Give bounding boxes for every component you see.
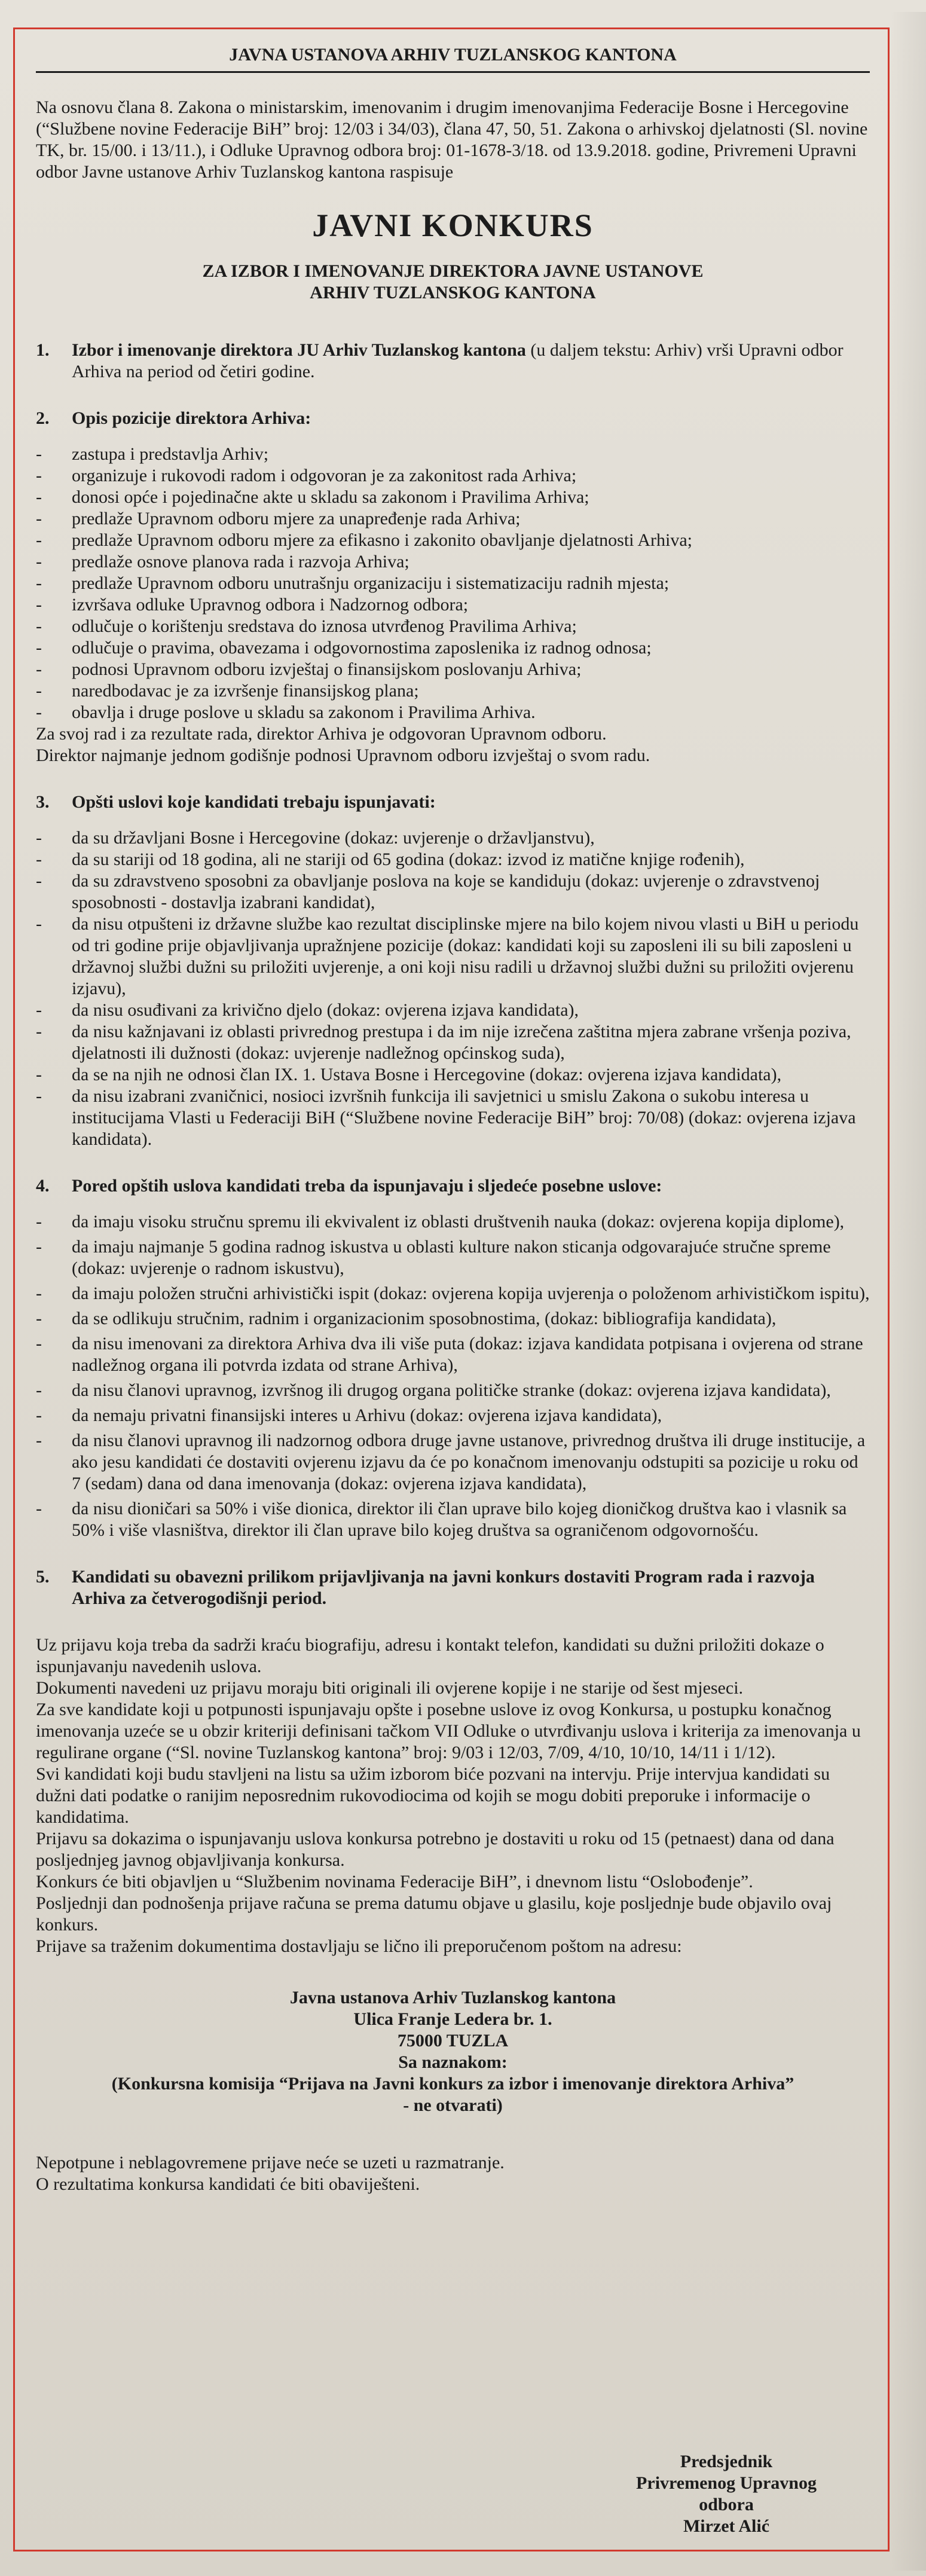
list-item: - da imaju visoku stručnu spremu ili ekvivalent iz oblasti društvenih nauka (dokaz: ovjerena kopija diplome),	[36, 1211, 870, 1233]
list-item: - da nisu kažnjavani iz oblasti privrednog prestupa i da im nije izrečena zaštitna mjera zabrane vršenja poziva, djelatnosti ili dužnosti (dokaz: uvjerenje nadležnog općinskog suda),	[36, 1021, 870, 1064]
section-number: 2.	[36, 408, 50, 428]
list-item: - da nisu članovi upravnog ili nadzornog odbora druge javne ustanove, privrednog društva ili druge institucije, a ako jesu kandidati će dostaviti ovjerenu izjavu da će po konačnom imenovanju odstupiti sa pozicije u roku od 7 (sedam) dana od dana imenovanja (dokaz: ovjerena izjava kandidata),	[36, 1430, 870, 1495]
duties-list	[36, 444, 870, 723]
address-line: Sa naznakom:	[398, 2052, 508, 2072]
intro-paragraph: Na osnovu člana 8. Zakona o ministarskim, imenovanim i drugim imenovanjima Federacije Bosne i Hercegovine (“Službene novine Federacije BiH” broj: 12/03 i 34/03), člana 47, 50, 51. Zakona o arhivskoj djelatnosti (Sl. novine TK, br. 15/00. i 13/11.), i Odluke Upravnog odbora broj: 01-1678-3/18. od 13.9.2018. godine, Privremeni Upravni odbor Javne ustanove Arhiv Tuzlanskog kantona raspisuje	[36, 97, 868, 182]
address-line: - ne otvarati)	[403, 2095, 503, 2115]
announcement-subtitle	[36, 261, 870, 304]
section-number: 3.	[36, 792, 50, 812]
section-4	[36, 1175, 870, 1541]
closing-note: Nepotpune i neblagovremene prijave neće se uzeti u razmatranje.	[36, 2153, 505, 2172]
address-line: Ulica Franje Ledera br. 1.	[353, 2009, 552, 2029]
list-item: - zastupa i predstavlja Arhiv;	[36, 444, 870, 465]
section-number: 1.	[36, 340, 50, 360]
section-5	[36, 1566, 870, 1609]
instruction-paragraph: Svi kandidati koji budu stavljeni na listu sa užim izborom biće pozvani na intervju. Prije intervjua kandidati su dužni dati podatke o ranijim neposrednim rukovodiocima od kojih se mogu dobiti preporuke i informacije o kandidatima.	[36, 1764, 830, 1827]
list-item: - predlaže Upravnom odboru mjere za unapređenje rada Arhiva;	[36, 508, 870, 530]
instruction-paragraph: Za sve kandidate koji u potpunosti ispunjavaju opšte i posebne uslove iz ovog Konkursa, u postupku konačnog imenovanja uzeće se u obzir kriteriji definisani tačkom VII Odluke o utvrđivanju uslova i kriterija za imenovanja u regulirane organe (“Sl. novine Tuzlanskog kantona” broj: 9/03 i 12/03, 7/09, 4/10, 10/10, 14/11 i 1/12).	[36, 1700, 861, 1762]
list-item: - da nisu otpušteni iz državne službe kao rezultat disciplinske mjere na bilo kojem nivou vlasti u BiH u periodu od tri godine prije objavljivanja upražnjene pozicije (dokaz: kandidati koji su zaposleni ili su bili zaposleni u državnoj službi dužni su priložiti uvjerenje, a oni koji nisu radili u državnoj službi dužni su priložiti ovjerenu izjavu),	[36, 913, 870, 1000]
signature-name: Mirzet Alić	[683, 2516, 770, 2536]
list-item: - da su državljani Bosne i Hercegovine (dokaz: uvjerenje o državljanstvu),	[36, 827, 870, 849]
list-item: - da imaju položen stručni arhivistički ispit (dokaz: ovjerena kopija uvjerenja o položenom arhivističkom ispitu),	[36, 1283, 870, 1304]
list-item: - da su zdravstveno sposobni za obavljanje poslova na koje se kandiduju (dokaz: uvjerenje o zdravstvenoj sposobnosti - dostavlja izabrani kandidat),	[36, 870, 870, 913]
mailing-address	[36, 1987, 870, 2116]
subtitle-line: ZA IZBOR I IMENOVANJE DIREKTORA JAVNE USTANOVE	[202, 261, 704, 281]
signature-block	[613, 2451, 840, 2537]
list-item: - da nemaju privatni finansijski interes u Arhivu (dokaz: ovjerena izjava kandidata),	[36, 1405, 870, 1426]
section-heading: Pored opštih uslova kandidati treba da ispunjavaju i sljedeće posebne uslove:	[72, 1176, 662, 1196]
special-conditions-list	[36, 1211, 870, 1541]
instruction-paragraph: Prijavu sa dokazima o ispunjavanju uslova konkursa potrebno je dostaviti u roku od 15 (petnaest) dana od dana posljednjeg javnog objavljivanja konkursa.	[36, 1829, 835, 1870]
section-note: Za svoj rad i za rezultate rada, direktor Arhiva je odgovoran Upravnom odboru.	[36, 724, 607, 744]
address-line: (Konkursna komisija “Prijava na Javni konkurs za izbor i imenovanje direktora Arhiva”	[111, 2074, 794, 2094]
list-item: - predlaže Upravnom odboru unutrašnju organizaciju i sistematizaciju radnih mjesta;	[36, 573, 870, 594]
closing-note: O rezultatima konkursa kandidati će biti obaviješteni.	[36, 2174, 420, 2194]
list-item: - izvršava odluke Upravnog odbora i Nadzornog odbora;	[36, 594, 870, 616]
list-item: - da nisu članovi upravnog, izvršnog ili drugog organa političke stranke (dokaz: ovjerena izjava kandidata),	[36, 1380, 870, 1401]
list-item: - predlaže Upravnom odboru mjere za efikasno i zakonito obavljanje djelatnosti Arhiva;	[36, 530, 870, 551]
section-heading: Opis pozicije direktora Arhiva:	[72, 408, 311, 428]
section-note: Direktor najmanje jednom godišnje podnosi Upravnom odboru izvještaj o svom radu.	[36, 745, 650, 765]
list-item: - da nisu imenovani za direktora Arhiva dva ili više puta (dokaz: izjava kandidata potpisana i ovjerena od strane nadležnog organa ili potvrda izdata od strane Arhiva),	[36, 1333, 870, 1376]
list-item: - podnosi Upravnom odboru izvještaj o finansijskom poslovanju Arhiva;	[36, 659, 870, 680]
list-item: - organizuje i rukovodi radom i odgovoran je za zakonitost rada Arhiva;	[36, 465, 870, 487]
signature-title: Predsjednik	[680, 2452, 773, 2471]
section-heading: Opšti uslovi koje kandidati trebaju ispunjavati:	[72, 792, 436, 812]
signature-body: Privremenog Upravnog odbora	[636, 2473, 817, 2514]
section-text	[72, 340, 870, 383]
list-item: - donosi opće i pojedinačne akte u skladu sa zakonom i Pravilima Arhiva;	[36, 487, 870, 508]
section-1	[36, 340, 870, 383]
list-item: - da nisu izabrani zvaničnici, nosioci izvršnih funkcija ili savjetnici u smislu Zakona o sukobu interesa u institucijama Vlasti u Federaciji BiH (“Službene novine Federacije BiH” broj: 70/08) (dokaz: ovjerena izjava kandidata).	[36, 1086, 870, 1150]
list-item: - da imaju najmanje 5 godina radnog iskustva u oblasti kulture nakon sticanja odgovarajuće stručne spreme (dokaz: uvjerenje o radnom iskustvu),	[36, 1236, 870, 1279]
announcement-title: JAVNI KONKURS	[312, 207, 594, 243]
ad-content	[36, 45, 870, 2195]
subtitle-line: ARHIV TUZLANSKOG KANTONA	[310, 283, 596, 302]
section-number: 5.	[36, 1567, 50, 1587]
list-item: - obavlja i druge poslove u skladu sa zakonom i Pravilima Arhiva.	[36, 702, 870, 723]
list-item: - da su stariji od 18 godina, ali ne stariji od 65 godina (dokaz: izvod iz matične knjige rođenih),	[36, 849, 870, 870]
instruction-paragraph: Uz prijavu koja treba da sadrži kraću biografiju, adresu i kontakt telefon, kandidati su dužni priložiti dokaze o ispunjavanju navedenih uslova.	[36, 1635, 824, 1676]
address-line: 75000 TUZLA	[397, 2031, 509, 2051]
address-line: Javna ustanova Arhiv Tuzlanskog kantona	[289, 1988, 616, 2007]
instruction-paragraph: Dokumenti navedeni uz prijavu moraju biti originali ili ovjerene kopije i ne starije od šest mjeseci.	[36, 1678, 744, 1698]
section-body: (u daljem tekstu: Arhiv) vrši Upravni odbor Arhiva na period od četiri godine.	[72, 340, 844, 381]
institution-header: JAVNA USTANOVA ARHIV TUZLANSKOG KANTONA	[36, 45, 870, 73]
list-item: - naredbodavac je za izvršenje finansijskog plana;	[36, 680, 870, 702]
section-heading: Kandidati su obavezni prilikom prijavljivanja na javni konkurs dostaviti Program rada i razvoja Arhiva za četverogodišnji period.	[72, 1567, 815, 1608]
general-conditions-list	[36, 827, 870, 1150]
instruction-paragraph: Konkurs će biti objavljen u “Službenim novinama Federacije BiH”, i dnevnom listu “Oslobođenje”.	[36, 1872, 753, 1891]
list-item: - odlučuje o korištenju sredstava do iznosa utvrđenog Pravilima Arhiva;	[36, 616, 870, 637]
list-item: - da nisu osuđivani za krivično djelo (dokaz: ovjerena izjava kandidata),	[36, 1000, 870, 1021]
page-edge-shadow	[890, 12, 926, 2571]
instruction-paragraph: Prijave sa traženim dokumentima dostavljaju se lično ili preporučenom poštom na adresu:	[36, 1936, 682, 1956]
section-2	[36, 408, 870, 766]
list-item: - predlaže osnove planova rada i razvoja Arhiva;	[36, 551, 870, 573]
list-item: - da se odlikuju stručnim, radnim i organizacionim sposobnostima, (dokaz: bibliografija kandidata),	[36, 1308, 870, 1330]
list-item: - odlučuje o pravima, obavezama i odgovornostima zaposlenika iz radnog odnosa;	[36, 637, 870, 659]
list-item: - da nisu dioničari sa 50% i više dionica, direktor ili član uprave bilo kojeg dioničkog društva kao i vlasnik sa 50% i više vlasništva, direktor ili član uprave bilo kojeg društva sa ograničenom odgovornošću.	[36, 1498, 870, 1541]
section-bold-lead: Izbor i imenovanje direktora JU Arhiv Tuzlanskog kantona	[72, 340, 526, 360]
application-instructions	[36, 1634, 870, 1957]
section-number: 4.	[36, 1176, 50, 1196]
list-item: - da se na njih ne odnosi član IX. 1. Ustava Bosne i Hercegovine (dokaz: ovjerena izjava kandidata),	[36, 1064, 870, 1086]
section-3	[36, 792, 870, 1150]
instruction-paragraph: Posljednji dan podnošenja prijave računa se prema datumu objave u glasilu, koje posljednje bude objavilo ovaj konkurs.	[36, 1893, 832, 1935]
